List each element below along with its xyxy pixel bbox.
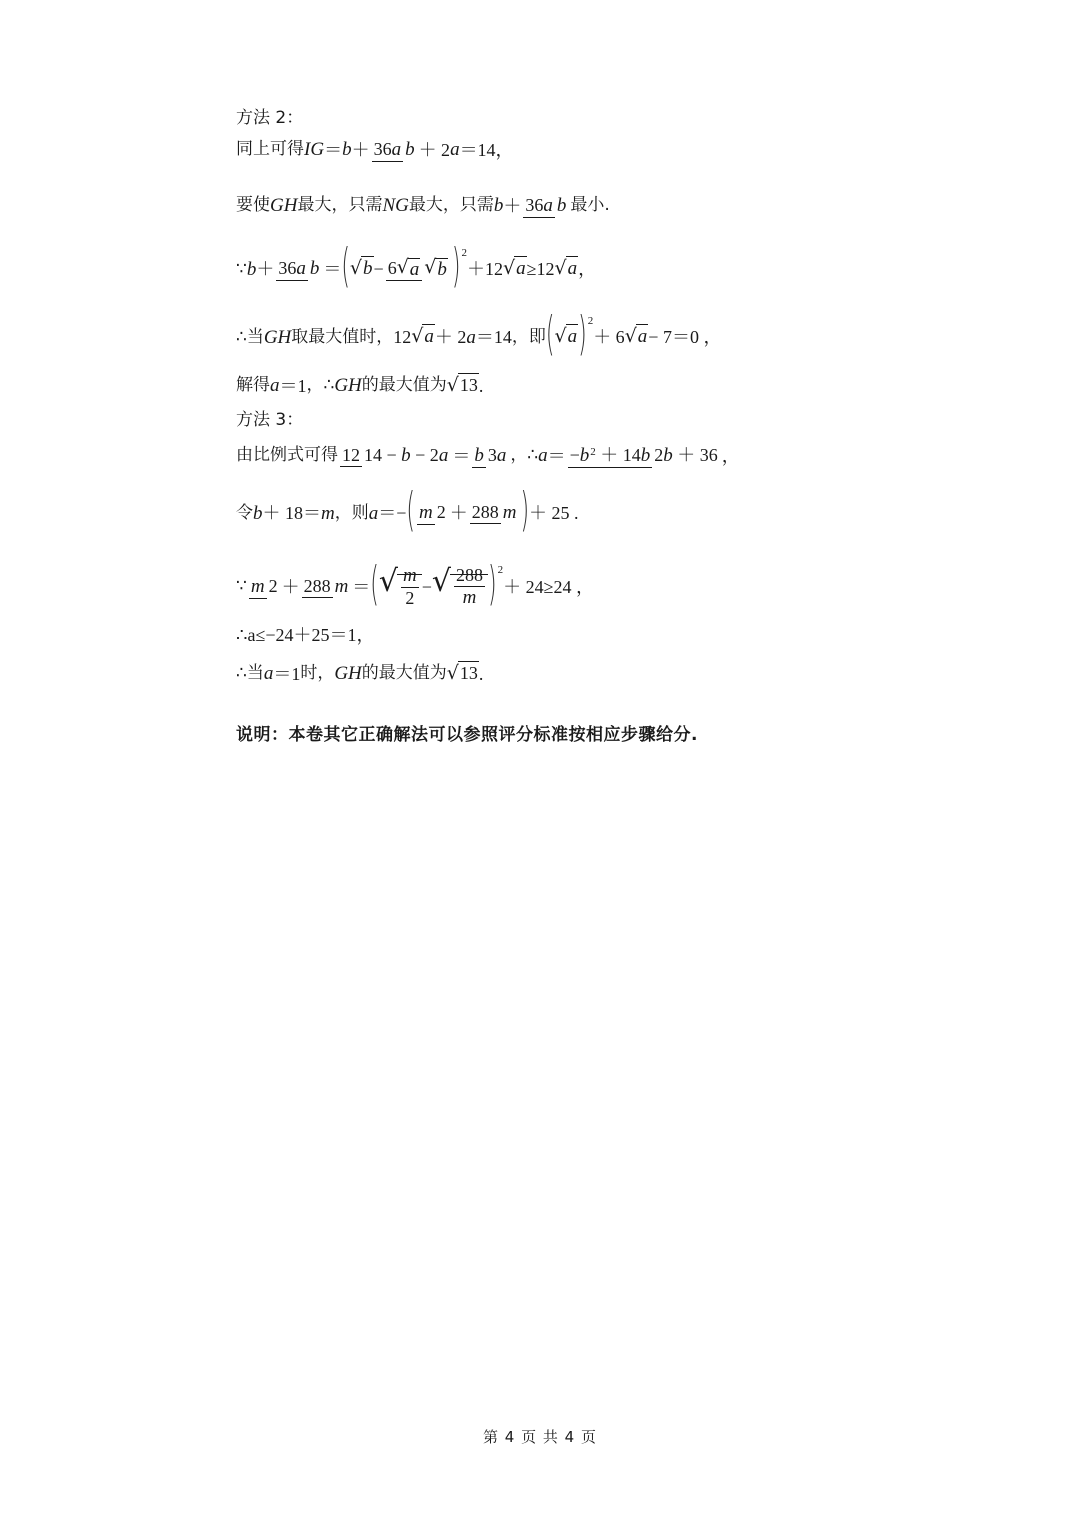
grading-note: 说明：本卷其它正确解法可以参照评分标准按相应步骤给分. xyxy=(236,725,698,745)
method-2-heading: 方法 2： xyxy=(236,108,304,128)
line-ig-equation: 同上可得IG＝b＋36a b＋ 2a＝14， xyxy=(236,139,514,161)
method-3-heading: 方法 3： xyxy=(236,410,304,430)
line-amgm: ∵ m 2 ＋ 288 m ＝(√ $\frac{m}{2}$ −√ $\frac{288}{m}$ )2＋ 24≥24 ， xyxy=(236,559,595,613)
line-substitution: 令b＋ 18＝m，则a＝−( m 2 ＋ 288 m )＋ 25 . xyxy=(236,485,579,539)
line-proportion: 由比例式可得 12 14 − b − 2a ＝ b 3a ，∴a＝ $-b^2 + 14b$ 2b ＋ 36， xyxy=(236,445,740,467)
page-footer: 第 4 页 共 4 页 xyxy=(483,1428,597,1446)
line-a-bound: ∴a≤−24＋25＝1， xyxy=(236,625,375,645)
line-conclusion: ∴当a＝1时，GH的最大值为√13. xyxy=(236,662,484,684)
line-inequality: ∵b＋36a b ＝(√b−6 √ a √ b )2＋12√a≥12√a， xyxy=(236,241,597,295)
line-maximize-gh: 要使GH最大，只需NG最大，只需b＋36a b最小. xyxy=(236,195,610,217)
line-solution-a1: 解得a＝1，∴GH的最大值为√13. xyxy=(236,374,484,396)
line-gh-max-condition: ∴当GH取最大值时，12√a＋ 2a＝14，即(√a)2＋ 6√a− 7＝0 ， xyxy=(236,309,722,363)
